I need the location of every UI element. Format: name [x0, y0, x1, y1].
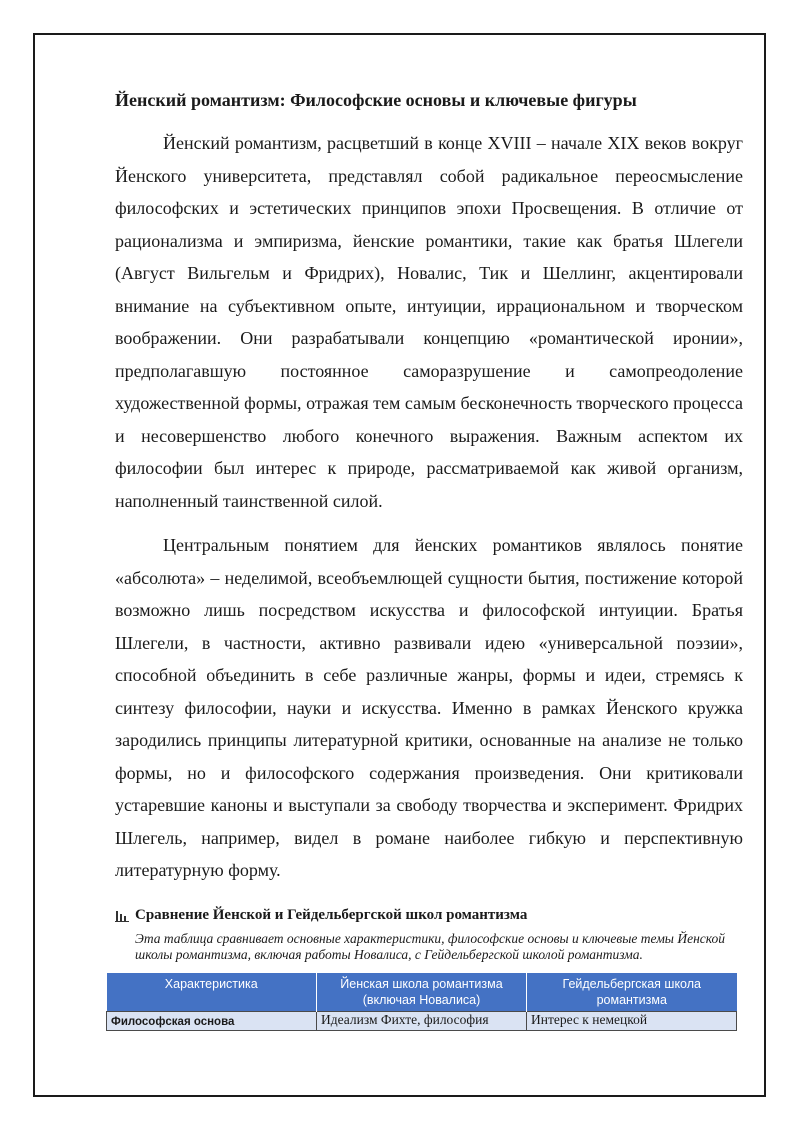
bar-chart-icon	[115, 908, 129, 922]
table-cell-jena: Идеализм Фихте, философия	[317, 1011, 527, 1030]
comparison-table	[106, 973, 737, 1031]
table-caption: Эта таблица сравнивает основные характеристики, философские основы и ключевые темы Йенской школы романтизма, включая работы Новалиса, с Гейдельбергской школой романтизма.	[135, 930, 726, 962]
document-body	[111, 88, 743, 1031]
table-heading-text: Сравнение Йенской и Гейдельбергской школ романтизма	[135, 906, 528, 923]
row-header-cell: Философская основа	[107, 1011, 317, 1030]
document-title: Йенский романтизм: Философские основы и ключевые фигуры	[115, 90, 637, 110]
paragraph-2: Центральным понятием для йенских романтиков являлось понятие «абсолюта» – неделимой, всеобъемлющей сущности бытия, постижение которой возможно лишь посредством искусства и философской интуиции. Братья Шлегели, в частности, активно развивали идею «универсальной поэзии», способной объединить в себе различные жанры, формы и идеи, стремясь к синтезу философии, науки и искусства. Именно в рамках Йенского кружка зародились принципы литературной критики, основанные на анализе не только формы, но и философского содержания произведения. Они критиковали устаревшие каноны и выступали за свободу творчества и эксперимент. Фридрих Шлегель, например, видел в романе наиболее гибкую и перспективную литературную форму.	[115, 535, 743, 880]
column-header-heidelberg: Гейдельбергская школа романтизма	[527, 973, 737, 1012]
paragraph-1: Йенский романтизм, расцветший в конце XVIII – начале XIX веков вокруг Йенского университета, представлял собой радикальное переосмысление философских и эстетических принципов эпохи Просвещения. В отличие от рационализма и эмпиризма, йенские романтики, такие как братья Шлегели (Август Вильгельм и Фридрих), Новалис, Тик и Шеллинг, акцентировали внимание на субъективном опыте, интуиции, иррациональном и творческом воображении. Они разрабатывали концепцию «романтической иронии», предполагавшую постоянное саморазрушение и самопреодоление художественной формы, отражая тем самым бесконечность творческого процесса и несовершенство любого конечного выражения. Важным аспектом их философии был интерес к природе, рассматриваемой как живой организм, наполненный таинственной силой.	[115, 133, 743, 511]
table-cell-heidelberg: Интерес к немецкой	[527, 1011, 737, 1030]
column-header-characteristic: Характеристика	[107, 973, 317, 1012]
column-header-jena: Йенская школа романтизма (включая Новалиса)	[317, 973, 527, 1012]
table-row	[107, 1011, 737, 1030]
table-heading	[115, 905, 743, 925]
table-header-row	[107, 973, 737, 1012]
comparison-section	[111, 905, 743, 1031]
